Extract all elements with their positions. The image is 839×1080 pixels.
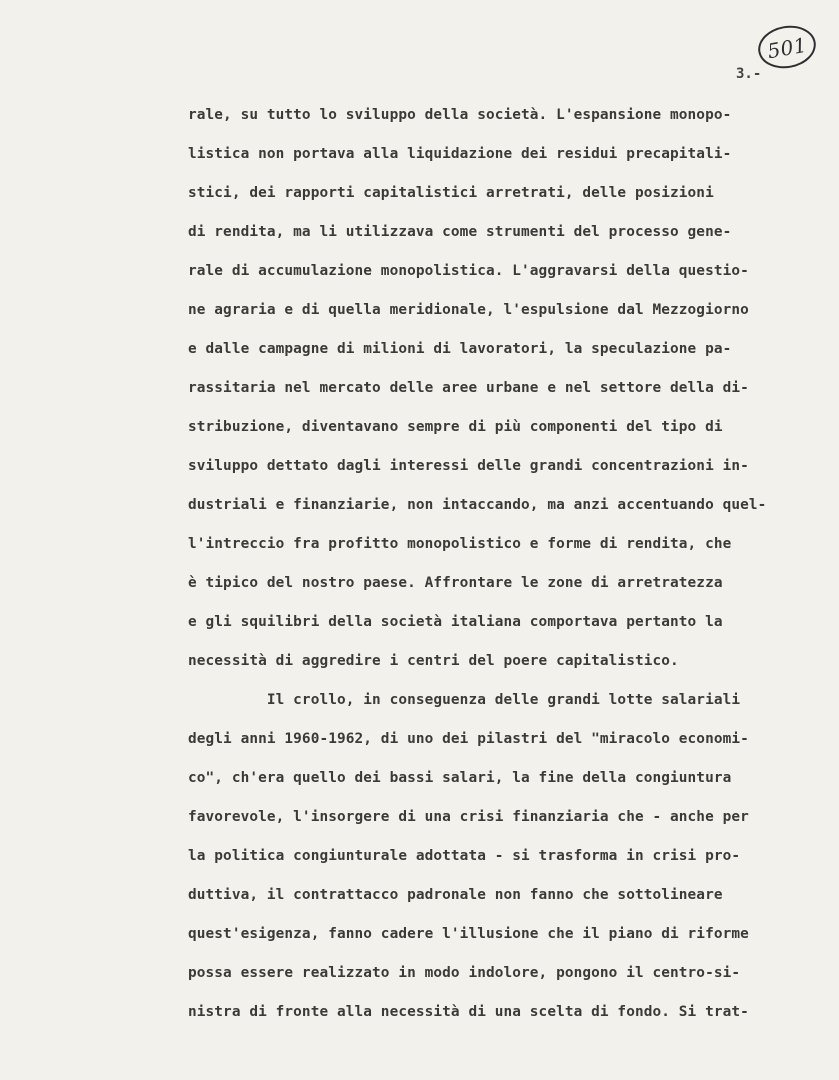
page-stamp (755, 21, 819, 72)
text-line: la politica congiunturale adottata - si trasforma in crisi pro- (188, 848, 741, 864)
text-line: nistra di fronte alla necessità di una scelta di fondo. Si trat- (188, 1004, 749, 1020)
text-line: rale di accumulazione monopolistica. L'aggravarsi della questio- (188, 263, 749, 279)
text-line: dustriali e finanziarie, non intaccando, ma anzi accentuando quel- (188, 497, 767, 513)
text-line: l'intreccio fra profitto monopolistico e forme di rendita, che (188, 536, 732, 552)
text-line: stribuzione, diventavano sempre di più componenti del tipo di (188, 419, 723, 435)
text-line: co", ch'era quello dei bassi salari, la fine della congiuntura (188, 770, 732, 786)
text-line: sviluppo dettato dagli interessi delle grandi concentrazioni in- (188, 458, 749, 474)
text-line: degli anni 1960-1962, di uno dei pilastri del "miracolo economi- (188, 731, 749, 747)
text-line: stici, dei rapporti capitalistici arretrati, delle posizioni (188, 185, 714, 201)
page-stamp-number: 501 (765, 32, 809, 64)
text-line: listica non portava alla liquidazione dei residui precapitali- (188, 146, 732, 162)
text-line: duttiva, il contrattacco padronale non fanno che sottolineare (188, 887, 723, 903)
text-line: e dalle campagne di milioni di lavoratori, la speculazione pa- (188, 341, 732, 357)
page-number: 3.- (736, 66, 762, 82)
text-line: di rendita, ma li utilizzava come strumenti del processo gene- (188, 224, 732, 240)
text-line: e gli squilibri della società italiana comportava pertanto la (188, 614, 723, 630)
text-line: Il crollo, in conseguenza delle grandi lotte salariali (188, 692, 741, 708)
text-line: rassitaria nel mercato delle aree urbane e nel settore della di- (188, 380, 749, 396)
text-line: quest'esigenza, fanno cadere l'illusione che il piano di riforme (188, 926, 749, 942)
text-line: favorevole, l'insorgere di una crisi finanziaria che - anche per (188, 809, 749, 825)
text-line: possa essere realizzato in modo indolore, pongono il centro-si- (188, 965, 741, 981)
text-line: ne agraria e di quella meridionale, l'espulsione dal Mezzogiorno (188, 302, 749, 318)
text-line: è tipico del nostro paese. Affrontare le zone di arretratezza (188, 575, 723, 591)
text-line: rale, su tutto lo sviluppo della società. L'espansione monopo- (188, 107, 732, 123)
text-line: necessità di aggredire i centri del poere capitalistico. (188, 653, 679, 669)
